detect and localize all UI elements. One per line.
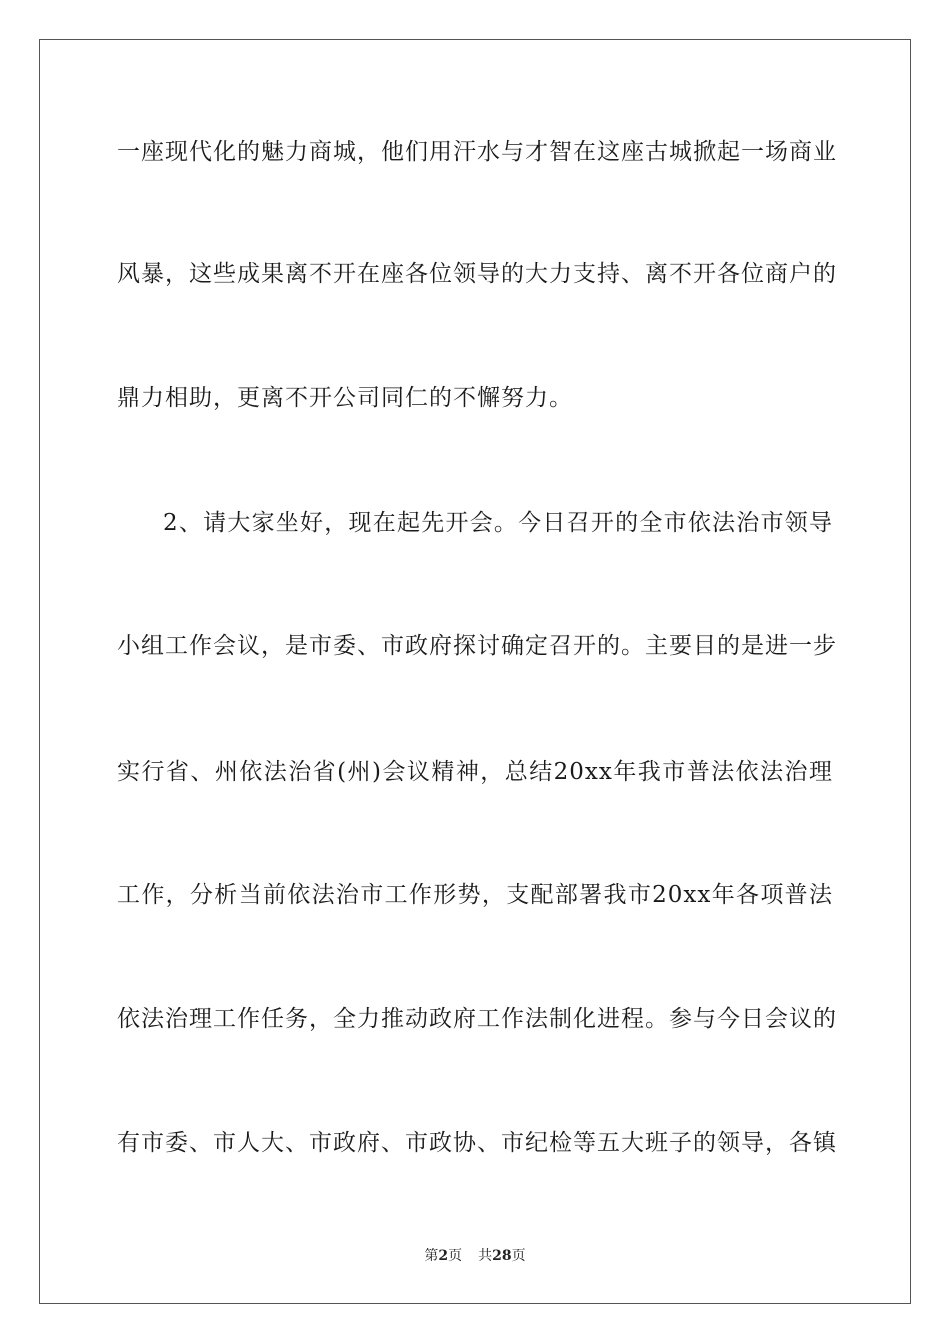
page-prefix: 第 <box>424 1248 439 1264</box>
page-suffix: 页 <box>448 1248 463 1264</box>
paragraph-line: 一座现代化的魅力商城，他们用汗水与才智在这座古城掀起一场商业 <box>117 139 837 165</box>
total-pages: 28 <box>492 1248 512 1264</box>
paragraph-line: 风暴，这些成果离不开在座各位领导的大力支持、离不开各位商户的 <box>117 261 837 287</box>
paragraph-line: 2、请大家坐好，现在起先开会。今日召开的全市依法治市领导 <box>163 510 833 536</box>
page-border <box>39 39 911 1304</box>
total-prefix: 共 <box>478 1248 493 1264</box>
paragraph-line: 有市委、市人大、市政府、市政协、市纪检等五大班子的领导，各镇 <box>117 1130 837 1156</box>
paragraph-line: 工作，分析当前依法治市工作形势，支配部署我市20xx年各项普法 <box>117 882 833 908</box>
paragraph-line: 依法治理工作任务，全力推动政府工作法制化进程。参与今日会议的 <box>117 1006 837 1032</box>
page-footer <box>0 1246 950 1266</box>
total-suffix: 页 <box>511 1248 526 1264</box>
paragraph-line: 小组工作会议，是市委、市政府探讨确定召开的。主要目的是进一步 <box>117 633 837 659</box>
paragraph-line: 鼎力相助，更离不开公司同仁的不懈努力。 <box>117 385 573 411</box>
page-number: 2 <box>438 1248 449 1264</box>
paragraph-line: 实行省、州依法治省(州)会议精神，总结20xx年我市普法依法治理 <box>117 759 833 785</box>
